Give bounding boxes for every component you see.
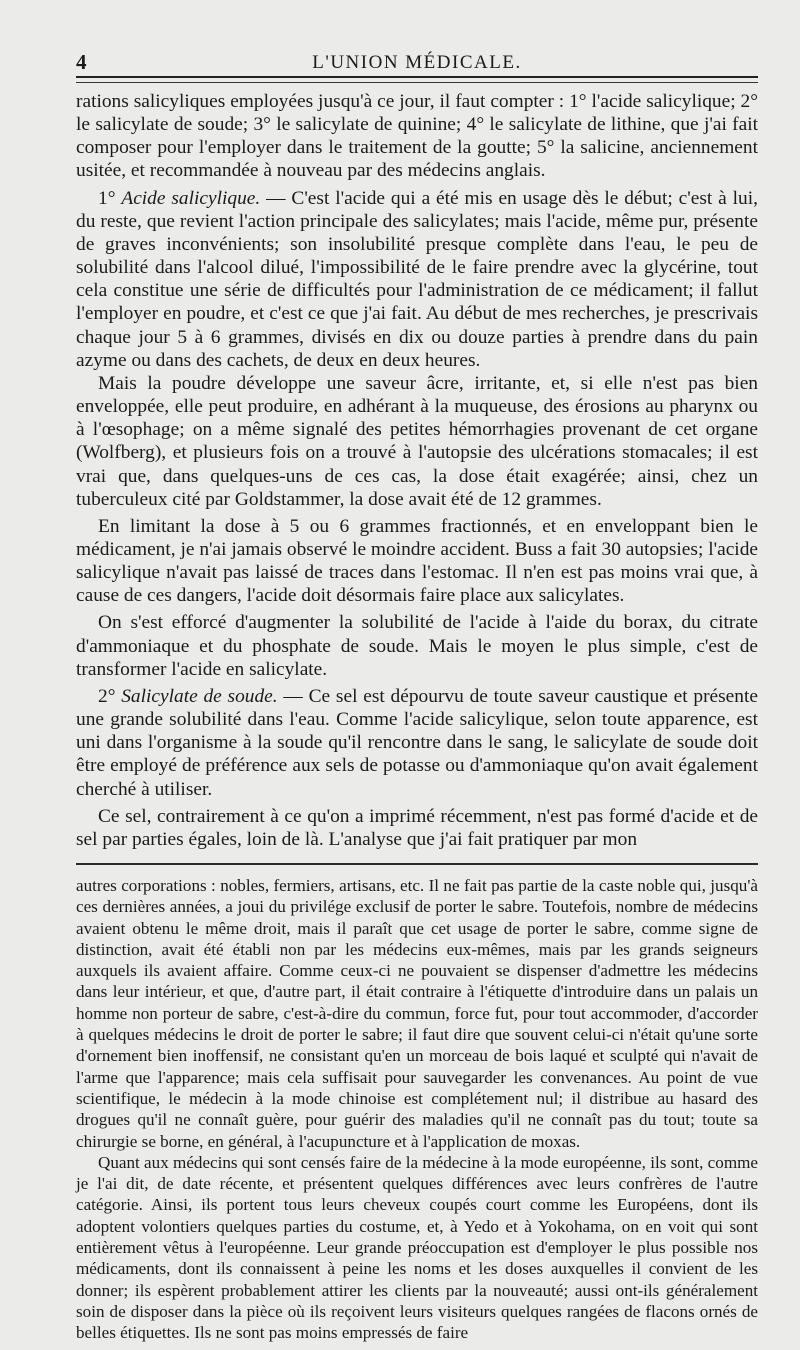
paragraph [76, 685, 758, 801]
paragraph-lead: 1° [98, 187, 122, 209]
paragraph-text: — C'est l'acide qui a été mis en usage dès le début; c'est à lui, du reste, que revient l'action principale des salicylates; mais l'acide, même pur, présente de graves inconvénients; son insolubilité presque complète dans l'eau, le peu de solubilité dans l'alcool dilué, l'impossibilité de le faire prendre avec la glycérine, tout cela constitue une série de difficultés pour l'administration de ce médicament; il fallut l'employer en poudre, et c'est ce que j'ai fait. Au début de mes recherches, je prescrivais chaque jour 5 à 6 grammes, divisés en dix ou douze parties à prendre dans du pain azyme ou dans des cachets, de deux en deux heures. [76, 187, 758, 371]
page-number: 4 [76, 50, 88, 74]
paragraph: Ce sel, contrairement à ce qu'on a imprimé récemment, n'est pas formé d'acide et de sel par parties égales, loin de là. L'analyse que j'ai fait pratiquer par mon [76, 805, 758, 850]
footnote-paragraph: autres corporations : nobles, fermiers, artisans, etc. Il ne fait pas partie de la caste noble qui, jusqu'à ces dernières années, a joui du privilége exclusif de porter le sabre. Toutefois, nombre de médecins avaient obtenu le même droit, mais il paraît que cet usage de porter le sabre, comme signe de distinction, avait été établi non par les médecins eux-mêmes, mais par les grands seigneurs auxquels ils avaient affaire. Comme ceux-ci ne pouvaient se dispenser d'admettre les médecins dans leur intérieur, et que, d'autre part, il était contraire à l'étiquette d'introduire dans un palais un homme non porteur de sabre, c'est-à-dire du commun, force fut, pour tout accommoder, d'accorder à quelques médecins le droit de porter le sabre; il faut dire que souvent celui-ci n'était qu'une sorte d'ornement bien inoffensif, ne consistant qu'en un morceau de bois laqué et sculpté qui n'avait de l'arme que l'apparence; mais cela suffisait pour sauvegarder les convenances. Au point de vue scientifique, le médecin à la mode chinoise est complétement nul; il distribue au hasard des drogues qu'il ne connaît guère, pour guérir des maladies qu'il ne connaît pas du tout; toute sa chirurgie se borne, en général, à l'acupuncture et à l'application de moxas. [76, 876, 758, 1151]
footnote-text [76, 875, 758, 1344]
page-header [76, 46, 758, 78]
footnote-separator [76, 863, 758, 865]
section-heading-acide-salicylique: Acide salicylique. [121, 187, 261, 209]
paragraph: rations salicyliques employées jusqu'à ce jour, il faut compter : 1° l'acide salicylique; 2° le salicylate de soude; 3° le salicylate de quinine; 4° le salicylate de lithine, que j'ai fait composer pour l'employer dans le traitement de la goutte; 5° la salicine, anciennement usitée, et recommandée à nouveau par des médecins anglais. [76, 91, 758, 182]
header-rule [76, 82, 758, 83]
footnote-paragraph: Quant aux médecins qui sont censés faire de la médecine à la mode européenne, ils sont, comme je l'ai dit, de date récente, et présentent quelques différences avec leurs confrères de l'autre catégorie. Ainsi, ils portent tous leurs cheveux coupés court comme les Européens, dont ils adoptent volontiers quelques parties du costume, et, à Yedo et à Yokohama, on en voit qui sont entièrement vêtus à l'européenne. Leur grande préoccupation est d'employer le plus possible nos médicaments, dont ils connaissent à peine les noms et les doses auxquelles il convient de les donner; ils espèrent probablement attirer les clients par la nouveauté; aussi ont-ils généralement soin de disposer dans la pièce où ils reçoivent leurs visiteurs quelques rangées de flacons ornés de belles étiquettes. Ils ne sont pas moins empressés de faire [76, 1152, 758, 1343]
paragraph: On s'est efforcé d'augmenter la solubilité de l'acide à l'aide du borax, du citrate d'ammoniaque et du phosphate de soude. Mais le moyen le plus simple, c'est de transformer l'acide en salicylate. [76, 612, 758, 680]
paragraph-text: — Ce sel est dépourvu de toute saveur caustique et présente une grande solubilité dans l'eau. Comme l'acide salicylique, selon toute apparence, est uni dans l'organisme à la soude qu'il rencontre dans le sang, le salicylate de soude doit être employé de préférence aux sels de potasse ou d'ammoniaque qu'on avait également cherché à utiliser. [76, 685, 758, 800]
paragraph [76, 187, 758, 372]
running-title: L'UNION MÉDICALE. [312, 52, 522, 73]
paragraph-lead: 2° [98, 685, 122, 707]
paragraph: Mais la poudre développe une saveur âcre, irritante, et, si elle n'est pas bien enveloppée, elle peut produire, en adhérant à la muqueuse, des érosions au pharynx ou à l'œsophage; on a même signalé des petites hémorrhagies provenant de cet organe (Wolfberg), et plusieurs fois on a trouvé à l'autopsie des ulcérations stomacales; il est vrai que, dans quelques-uns de ces cas, la dose était exagérée; ainsi, chez un tuberculeux cité par Goldstammer, la dose avait été de 12 grammes. [76, 372, 758, 510]
paragraph: En limitant la dose à 5 ou 6 grammes fractionnés, et en enveloppant bien le médicament, je n'ai jamais observé le moindre accident. Buss a fait 30 autopsies; l'acide salicylique n'avait pas laissé de traces dans l'estomac. Il n'en est pas moins vrai que, à cause de ces dangers, l'acide doit désormais faire place aux salicylates. [76, 515, 758, 607]
main-text [76, 90, 758, 851]
section-heading-salicylate-de-soude: Salicylate de soude. [121, 685, 278, 707]
